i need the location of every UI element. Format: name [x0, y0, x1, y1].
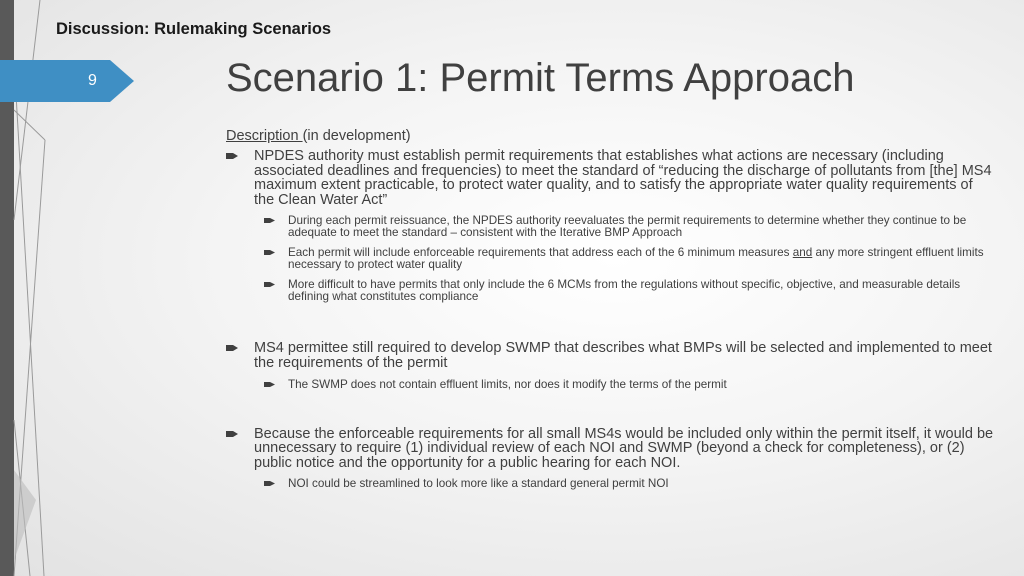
sub-bullet-text: More difficult to have permits that only include the 6 MCMs from the regulations without specific, objective, and measurable details defining what constitutes compliance	[288, 278, 961, 304]
arrow-bullet-icon	[226, 429, 238, 439]
arrow-bullet-icon	[264, 216, 275, 225]
bullet-text: NPDES authority must establish permit requirements that establishes what actions are necessary (including associated deadlines and frequencies) to meet the standard of “reducing the discharge of pollutants from [the] MS4 maximum extent practicable, to protect water quality, and to satisfy the appropriate water quality requirements of the Clean Water Act”	[254, 148, 992, 208]
page-number: 9	[88, 72, 97, 89]
list-item	[226, 427, 996, 471]
arrow-bullet-icon	[226, 343, 238, 353]
sub-list-item	[260, 478, 996, 490]
arrow-bullet-icon	[264, 380, 275, 389]
sub-bullet-text: The SWMP does not contain effluent limits, nor does it modify the terms of the permit	[288, 377, 727, 391]
sub-bullet-text: Each permit will include enforceable requirements that address each of the 6 minimum measures	[288, 246, 793, 260]
description-note: (in development)	[302, 128, 411, 144]
sub-bullet-emphasis: and	[792, 246, 813, 260]
bullet-text: Because the enforceable requirements for all small MS4s would be included only within the permit itself, it would be unnecessary to require (1) individual review of each NOI and SWMP (beyond a check for completeness), or (2) public notice and the opportunity for a public hearing for each NOI.	[254, 425, 994, 471]
list-item	[226, 341, 996, 370]
arrow-bullet-icon	[264, 479, 275, 488]
sub-list-item	[260, 279, 996, 303]
bullet-text: MS4 permittee still required to develop SWMP that describes what BMPs will be selected and implemented to meet the requirements of the permit	[254, 340, 992, 371]
arrow-bullet-icon	[264, 248, 275, 257]
page-number-tab	[0, 60, 134, 102]
slide-title: Scenario 1: Permit Terms Approach	[226, 56, 855, 100]
slide-content	[226, 128, 996, 490]
sub-bullet-text: During each permit reissuance, the NPDES authority reevaluates the permit requirements to determine whether they continue to be adequate to meet the standard – consistent with the Iterative BMP Approach	[288, 214, 967, 240]
arrow-bullet-icon	[226, 151, 238, 161]
description-heading	[226, 128, 996, 145]
section-title: Discussion: Rulemaking Scenarios	[56, 20, 332, 38]
list-item	[226, 149, 996, 207]
description-label: Description	[226, 128, 303, 144]
sub-list-item	[260, 247, 996, 271]
sub-bullet-text: NOI could be streamlined to look more like a standard general permit NOI	[288, 477, 669, 491]
arrow-bullet-icon	[264, 280, 275, 289]
sub-list-item	[260, 379, 996, 391]
sub-list-item	[260, 215, 996, 239]
sub-bullet-text-after: any more stringent effluent limits necessary to protect water quality	[288, 246, 984, 272]
